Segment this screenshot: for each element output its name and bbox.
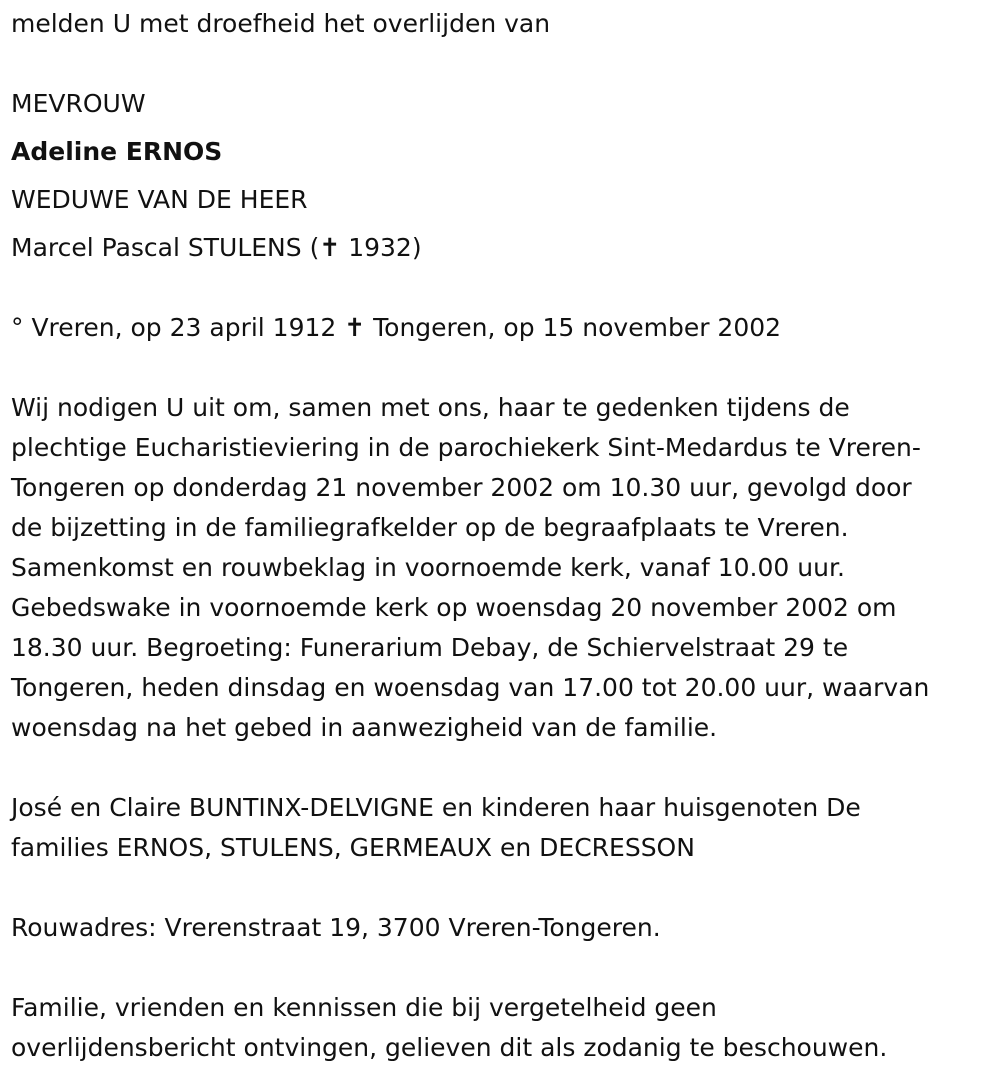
mourning-address: Rouwadres: Vrerenstraat 19, 3700 Vreren-Tongeren.: [11, 913, 661, 942]
deceased-name: Adeline ERNOS: [11, 137, 223, 166]
intro-text: melden U met droefheid het overlijden van: [11, 9, 551, 38]
obituary-notice: [11, 4, 991, 1068]
closing-note: Familie, vrienden en kennissen die bij vergetelheid geen overlijdensbericht ontvingen, gelieven dit als zodanig te beschouwen.: [11, 993, 888, 1062]
ceremony-details: Wij nodigen U uit om, samen met ons, haar te gedenken tijdens de plechtige Eucharistieviering in de parochiekerk Sint-Medardus te Vreren- Tongeren op donderdag 21 november 2002 om 10.30 uur, gevolgd door de bijzetting in de familiegrafkelder op de begraafplaats te Vreren. Samenkomst en rouwbeklag in voornoemde kerk, vanaf 10.00 uur. Gebedswake in voornoemde kerk op woensdag 20 november 2002 om 18.30 uur. Begroeting: Funerarium Debay, de Schiervelstraat 29 te Tongeren, heden dinsdag en woensdag van 17.00 tot 20.00 uur, waarvan woensdag na het gebed in aanwezigheid van de familie.: [11, 393, 930, 742]
widow-of-label: WEDUWE VAN DE HEER: [11, 185, 308, 214]
family-signatories: José en Claire BUNTINX-DELVIGNE en kinderen haar huisgenoten De families ERNOS, STULENS, GERMEAUX en DECRESSON: [11, 793, 861, 862]
honorific-title: MEVROUW: [11, 89, 146, 118]
husband-name: Marcel Pascal STULENS (✝ 1932): [11, 233, 422, 262]
birth-death-dates: ° Vreren, op 23 april 1912 ✝ Tongeren, op 15 november 2002: [11, 313, 782, 342]
